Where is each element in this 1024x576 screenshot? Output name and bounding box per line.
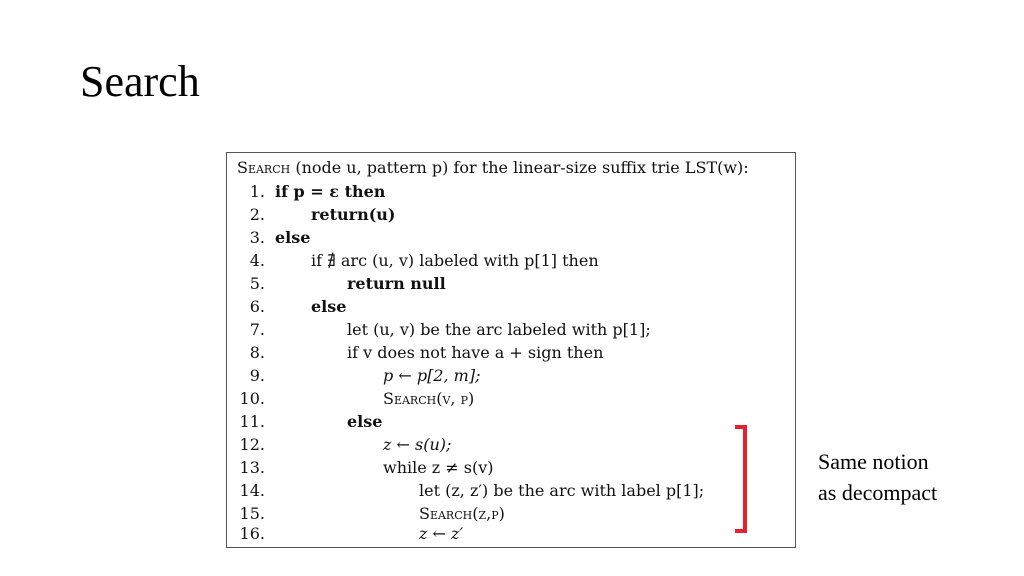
- code-line-12: [227, 434, 787, 456]
- line-text: z ← z′: [419, 524, 464, 543]
- algorithm-name: Search: [237, 158, 291, 177]
- line-text: return null: [347, 274, 446, 293]
- code-line-4: [227, 250, 787, 272]
- line-number: 13.: [239, 458, 265, 477]
- line-number: 12.: [239, 435, 265, 454]
- code-line-10: [227, 388, 787, 410]
- slide-title: Search: [80, 57, 200, 106]
- line-text: Search(v, p): [383, 389, 475, 408]
- code-line-1: [227, 181, 787, 203]
- line-text: z ← s(u);: [383, 435, 452, 454]
- line-number: 4.: [249, 251, 265, 270]
- code-line-2: [227, 204, 787, 226]
- annotation-line-1: Same notion: [818, 449, 929, 474]
- code-line-7: [227, 319, 787, 341]
- line-number: 10.: [239, 389, 265, 408]
- algorithm-params: (node u, pattern p) for the linear-size suffix trie LST(w):: [295, 158, 749, 177]
- line-number: 8.: [249, 343, 265, 362]
- line-number: 7.: [249, 320, 265, 339]
- line-text: else: [275, 228, 311, 247]
- annotation-line-2: as decompact: [818, 480, 938, 505]
- line-text: return(u): [311, 205, 396, 224]
- line-text: if v does not have a + sign then: [347, 343, 604, 362]
- code-line-6: [227, 296, 787, 318]
- code-line-11: [227, 411, 787, 433]
- side-annotation: [818, 446, 937, 508]
- code-line-14: [227, 480, 787, 502]
- line-text: let (z, z′) be the arc with label p[1];: [419, 481, 705, 500]
- line-number: 3.: [249, 228, 265, 247]
- code-line-3: [227, 227, 787, 249]
- line-text: Search(z,p): [419, 504, 505, 523]
- code-line-9: [227, 365, 787, 387]
- line-number: 6.: [249, 297, 265, 316]
- algorithm-box: [226, 152, 796, 548]
- line-number: 1.: [249, 182, 265, 201]
- line-number: 15.: [239, 504, 265, 523]
- code-line-16: [227, 523, 787, 545]
- line-number: 5.: [249, 274, 265, 293]
- line-text: if p = ε then: [275, 182, 386, 201]
- line-text: else: [347, 412, 383, 431]
- line-text: while z ≠ s(v): [383, 458, 494, 477]
- line-number: 11.: [239, 412, 265, 431]
- algorithm-header: [237, 158, 749, 177]
- line-number: 16.: [239, 524, 265, 543]
- line-text: let (u, v) be the arc labeled with p[1];: [347, 320, 651, 339]
- line-number: 9.: [249, 366, 265, 385]
- code-line-15: [227, 503, 787, 525]
- line-text: p ← p[2, m];: [383, 366, 481, 385]
- line-text: if ∄ arc (u, v) labeled with p[1] then: [311, 251, 599, 270]
- line-number: 2.: [249, 205, 265, 224]
- right-bracket-icon: [735, 425, 747, 533]
- line-text: else: [311, 297, 347, 316]
- code-line-5: [227, 273, 787, 295]
- code-line-13: [227, 457, 787, 479]
- code-line-8: [227, 342, 787, 364]
- line-number: 14.: [239, 481, 265, 500]
